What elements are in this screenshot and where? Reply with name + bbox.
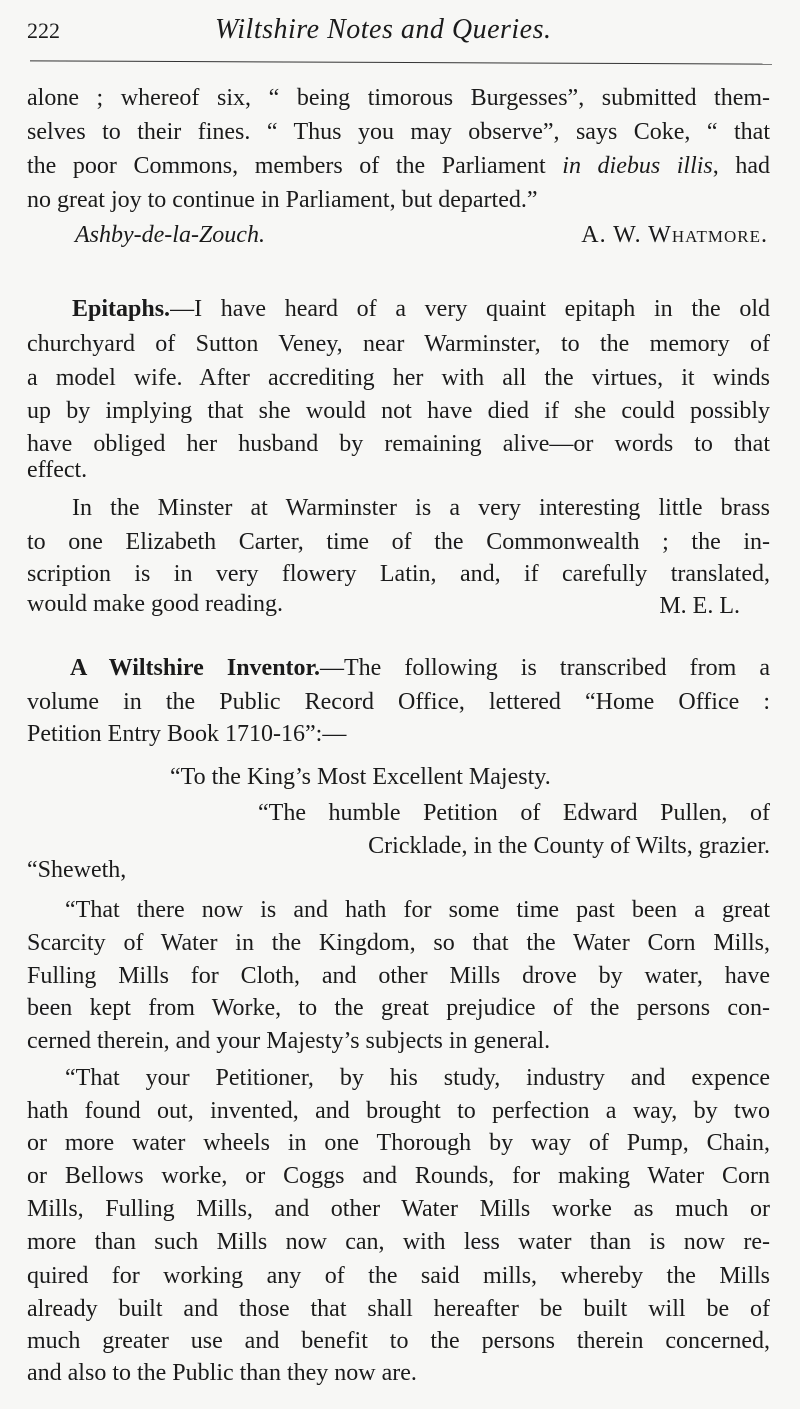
text-segment: M. E. L. xyxy=(659,593,740,619)
italic-text: in diebus illis xyxy=(562,153,713,179)
text-line xyxy=(27,364,770,392)
text-segment: “Sheweth, xyxy=(27,857,127,883)
text-line xyxy=(27,152,770,180)
text-line xyxy=(27,929,770,957)
text-line xyxy=(27,186,538,214)
text-line xyxy=(27,1162,770,1190)
text-segment: Scarcity of Water in the Kingdom, so that the Water Corn Mills, xyxy=(27,930,770,956)
text-segment: hath found out, invented, and brought to perfection a way, by two xyxy=(27,1098,770,1124)
text-line xyxy=(290,832,770,860)
text-line xyxy=(27,1359,417,1387)
text-line xyxy=(27,720,346,748)
text-line xyxy=(170,763,551,791)
text-segment: would make good reading. xyxy=(27,591,283,617)
text-segment: “That your Petitioner, by his study, industry and expence xyxy=(65,1065,770,1091)
text-segment: no great joy to continue in Parliament, but departed.” xyxy=(27,187,538,213)
text-segment: alone ; whereof six, “ being timorous Burgesses”, submitted them- xyxy=(27,85,770,111)
text-line xyxy=(27,84,770,112)
text-segment: Mills, Fulling Mills, and other Water Mills worke as much or xyxy=(27,1196,770,1222)
text-segment: much greater use and benefit to the persons therein concerned, xyxy=(27,1328,770,1354)
text-segment: Fulling Mills for Cloth, and other Mills drove by water, have xyxy=(27,963,770,989)
text-line xyxy=(72,494,770,522)
text-line xyxy=(72,295,770,323)
text-segment: a model wife. After accrediting her with all the virtues, it winds xyxy=(27,365,770,391)
text-line xyxy=(27,1228,770,1256)
text-line xyxy=(27,688,770,716)
text-segment: quired for working any of the said mills, whereby the Mills xyxy=(27,1263,770,1289)
text-segment: “To the King’s Most Excellent Majesty. xyxy=(170,764,551,790)
text-line xyxy=(27,397,770,425)
text-line xyxy=(27,590,283,618)
text-segment: been kept from Worke, to the great prejudice of the persons con- xyxy=(27,995,770,1021)
section-heading: A Wiltshire Inventor. xyxy=(70,655,320,681)
text-line xyxy=(75,221,265,249)
text-line xyxy=(27,1327,770,1355)
text-line xyxy=(27,1027,550,1055)
text-segment: scription is in very flowery Latin, and, if carefully translated, xyxy=(27,561,770,587)
text-line xyxy=(27,962,770,990)
running-title: Wiltshire Notes and Queries. xyxy=(215,14,552,45)
text-segment: the poor Commons, members of the Parliament xyxy=(27,153,563,179)
text-line xyxy=(600,592,740,620)
text-segment: up by implying that she would not have died if she could possibly xyxy=(27,398,770,424)
text-line xyxy=(27,1295,770,1323)
text-line xyxy=(27,856,126,884)
text-line xyxy=(258,799,770,827)
text-segment: churchyard of Sutton Veney, near Warminster, to the memory of xyxy=(27,331,770,357)
text-line xyxy=(27,330,770,358)
text-line xyxy=(27,528,770,556)
text-segment: , had xyxy=(712,153,771,179)
text-line xyxy=(27,1129,770,1157)
text-segment: Petition Entry Book 1710-16”:— xyxy=(27,721,347,747)
text-segment: effect. xyxy=(27,457,88,483)
author-signature: A. W. Whatmore. xyxy=(581,222,768,248)
italic-text: Ashby-de-la-Zouch. xyxy=(75,222,265,248)
text-segment: Cricklade, in the County of Wilts, grazier. xyxy=(368,833,770,859)
text-line xyxy=(27,994,770,1022)
text-line xyxy=(520,221,768,249)
text-segment: cerned therein, and your Majesty’s subjects in general. xyxy=(27,1028,551,1054)
text-line xyxy=(65,896,770,924)
text-line xyxy=(27,1097,770,1125)
text-segment: —The following is transcribed from a xyxy=(320,655,770,681)
text-segment: —I have heard of a very quaint epitaph in the old xyxy=(170,296,770,322)
text-segment: or more water wheels in one Thorough by way of Pump, Chain, xyxy=(27,1130,770,1156)
text-line xyxy=(27,456,87,484)
text-line xyxy=(27,118,770,146)
text-segment: and also to the Public than they now are. xyxy=(27,1360,417,1386)
text-segment: volume in the Public Record Office, lettered “Home Office : xyxy=(27,689,770,715)
text-segment: or Bellows worke, or Coggs and Rounds, for making Water Corn xyxy=(27,1163,770,1189)
section-heading: Epitaphs. xyxy=(72,296,171,322)
text-line xyxy=(27,560,770,588)
text-line xyxy=(70,654,770,682)
text-segment: “That there now is and hath for some time past been a great xyxy=(65,897,770,923)
text-line xyxy=(27,1262,770,1290)
page-number: 222 xyxy=(27,18,60,43)
text-segment: “The humble Petition of Edward Pullen, of xyxy=(258,800,770,826)
text-segment: In the Minster at Warminster is a very interesting little brass xyxy=(72,495,770,521)
text-line xyxy=(65,1064,770,1092)
text-segment: more than such Mills now can, with less water than is now re- xyxy=(27,1229,770,1255)
text-segment: selves to their fines. “ Thus you may observe”, says Coke, “ that xyxy=(27,119,770,145)
text-segment: already built and those that shall hereafter be built will be of xyxy=(27,1296,770,1322)
text-line xyxy=(27,430,770,458)
text-segment: have obliged her husband by remaining alive—or words to that xyxy=(27,431,770,457)
text-segment: to one Elizabeth Carter, time of the Commonwealth ; the in- xyxy=(27,529,770,555)
text-line xyxy=(27,1195,770,1223)
header-rule xyxy=(30,60,772,64)
